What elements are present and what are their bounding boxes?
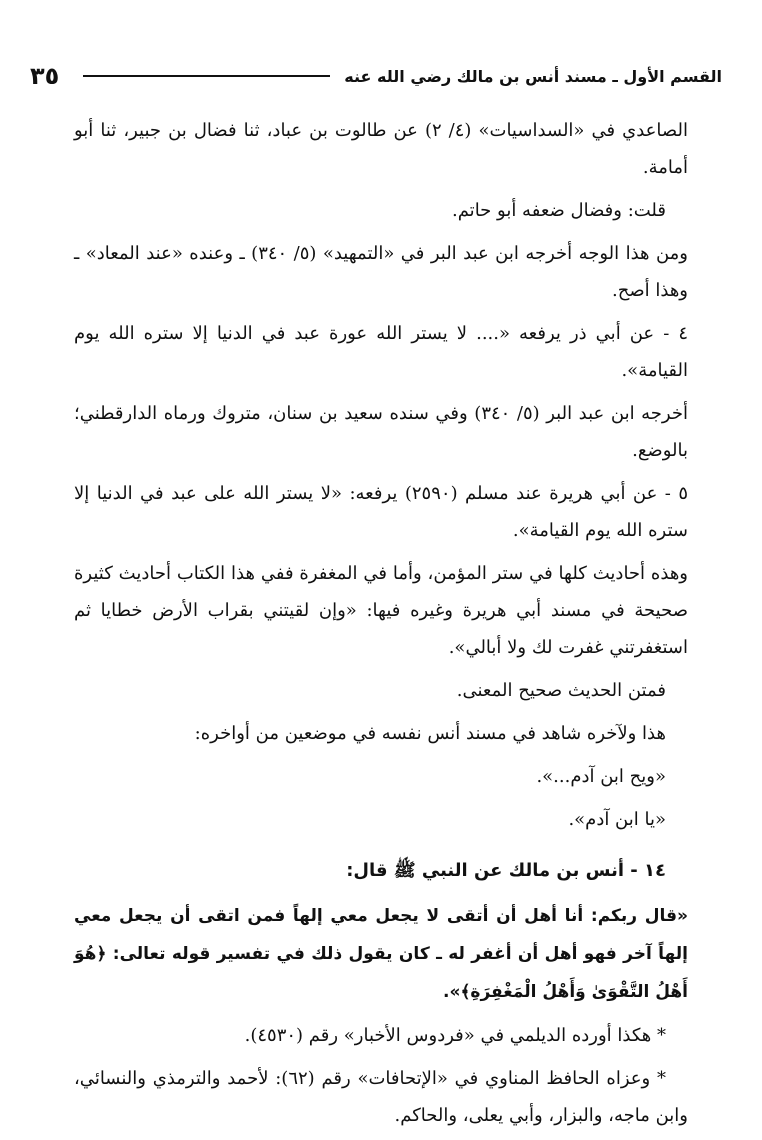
paragraph-p11: «يا ابن آدم». xyxy=(568,809,666,830)
running-header xyxy=(30,58,722,94)
hadith-text: «قال ربكم: أنا أهل أن أتقى لا يجعل معي إلهاً فمن اتقى أن يجعل معي إلهاً آخر فهو أهل أن أغفر له ـ كان يقول ذلك في تفسير قوله تعالى: ﴿هُوَ أَهْلُ التَّقْوَىٰ وَأَهْلُ الْمَغْفِرَةِ﴾». xyxy=(74,906,688,1002)
hadith-heading: ١٤ - أنس بن مالك عن النبي ﷺ قال: xyxy=(346,860,666,881)
paragraph-p8: فمتن الحديث صحيح المعنى. xyxy=(456,680,666,701)
paragraph-p10: «ويح ابن آدم...». xyxy=(536,766,666,787)
paragraph-p5: أخرجه ابن عبد البر (٥/ ٣٤٠) وفي سنده سعيد بن سنان، متروك ورماه الدارقطني؛ بالوضع. xyxy=(74,403,688,461)
page-number: ٣٥ xyxy=(30,62,60,90)
paragraph-p4: ٤ - عن أبي ذر يرفعه «.... لا يستر الله عورة عبد في الدنيا إلا ستره الله يوم القيامة». xyxy=(74,323,688,381)
header-rule xyxy=(83,75,330,77)
page-body xyxy=(74,112,688,1140)
paragraph-p7: وهذه أحاديث كلها في ستر المؤمن، وأما في المغفرة ففي هذا الكتاب أحاديث كثيرة صحيحة في مسند أبي هريرة وغيره فيها: «وإن لقيتني بقراب الأرض خطايا ثم استغفرتني غفرت لك ولا أبالي». xyxy=(74,563,688,658)
paragraph-p3: ومن هذا الوجه أخرجه ابن عبد البر في «التمهيد» (٥/ ٣٤٠) ـ وعنده «عند المعاد» ـ وهذا أصح. xyxy=(74,243,688,301)
paragraph-p9: هذا ولآخره شاهد في مسند أنس نفسه في موضعين من أواخره: xyxy=(194,723,666,744)
paragraph-p2: قلت: وفضال ضعفه أبو حاتم. xyxy=(451,200,666,221)
header-title: القسم الأول ـ مسند أنس بن مالك رضي الله عنه xyxy=(344,66,722,86)
note-n1: * هكذا أورده الديلمي في «فردوس الأخبار» رقم (٤٥٣٠). xyxy=(244,1025,666,1046)
paragraph-p6: ٥ - عن أبي هريرة عند مسلم (٢٥٩٠) يرفعه: «لا يستر الله على عبد في الدنيا إلا ستره الله يوم القيامة». xyxy=(74,483,688,541)
paragraph-p1: الصاعدي في «السداسيات» (٤/ ٢) عن طالوت بن عباد، ثنا فضال بن جبير، ثنا أبو أمامة. xyxy=(74,120,688,178)
note-n2: * وعزاه الحافظ المناوي في «الإتحافات» رقم (٦٢): لأحمد والترمذي والنسائي، وابن ماجه، والبزار، وأبي يعلى، والحاكم. xyxy=(74,1068,688,1126)
